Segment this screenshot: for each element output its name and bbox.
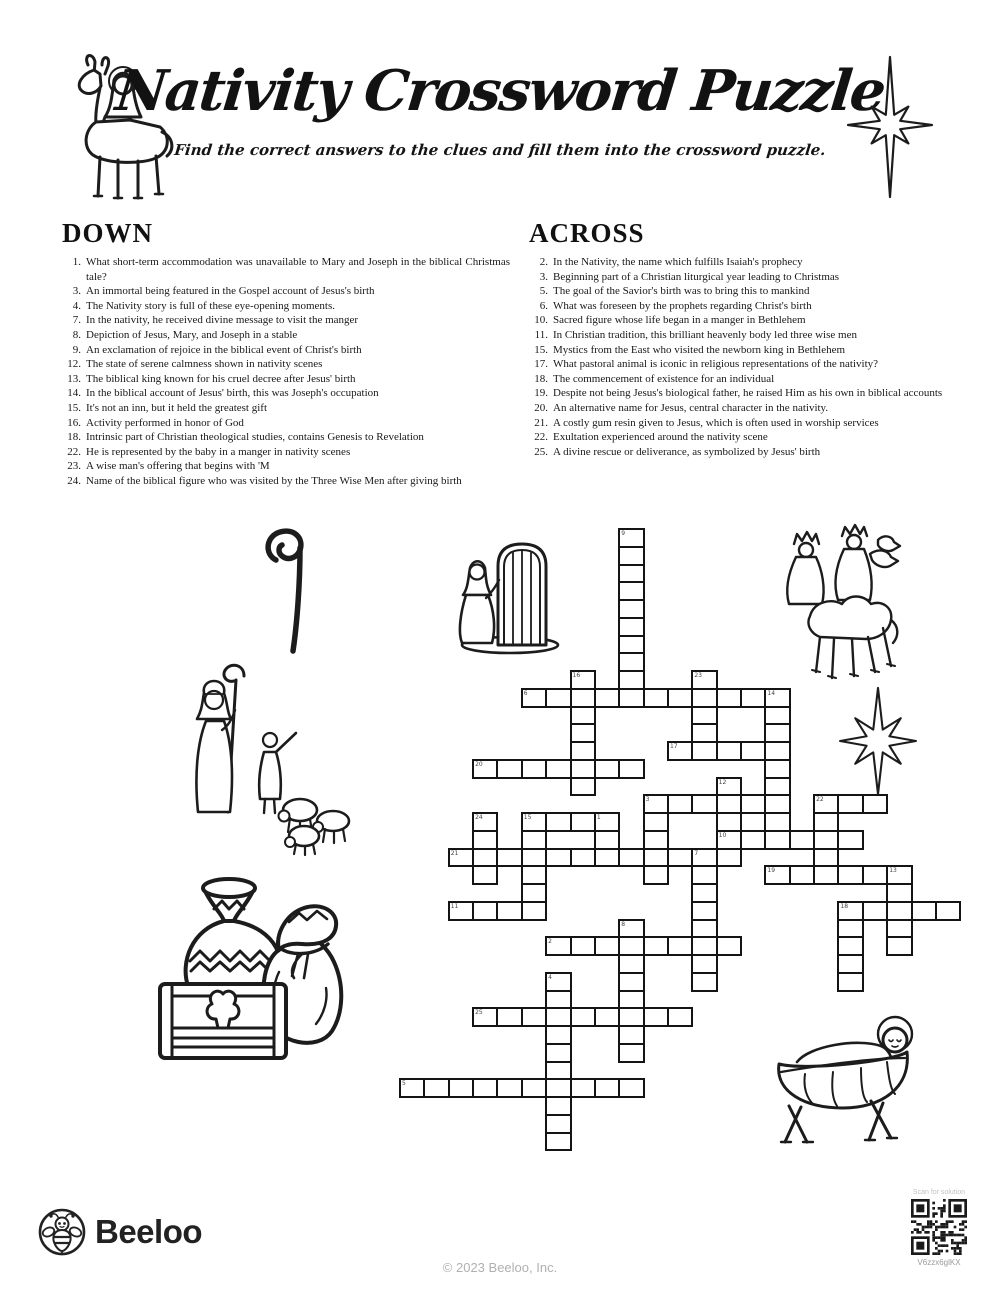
clue-item <box>529 401 987 416</box>
cell-number: 1 <box>596 814 601 821</box>
crossword-cell[interactable] <box>716 848 742 868</box>
crossword-cell[interactable] <box>594 688 620 708</box>
crossword-cell[interactable] <box>618 1043 644 1063</box>
clue-item <box>62 328 510 343</box>
clue-item <box>529 386 987 401</box>
crossword-cell[interactable] <box>837 865 863 885</box>
crossword-cell[interactable] <box>496 848 522 868</box>
cell-number: 14 <box>767 689 776 697</box>
crossword-cell[interactable] <box>570 936 596 956</box>
shepherd-with-sheep-illustration <box>178 660 363 858</box>
clue-text: In the Nativity, the name which fulfills Isaiah's prophecy <box>553 256 803 268</box>
crossword-cell[interactable] <box>521 759 547 779</box>
crossword-cell[interactable] <box>570 1007 596 1027</box>
clue-text: What pastoral animal is iconic in religious representations of the nativity? <box>553 358 879 371</box>
page-subtitle: Find the correct answers to the clues and fill them into the crossword puzzle. <box>173 141 827 159</box>
clue-text: In the nativity, he received divine message to visit the manger <box>86 314 359 327</box>
qr-caption: Scan for solution <box>912 1189 966 1196</box>
cell-number: 9 <box>621 530 626 537</box>
clue-number: 22. <box>67 445 81 458</box>
crossword-cell[interactable] <box>716 741 742 761</box>
clue-item <box>62 445 510 460</box>
clue-number: 1. <box>72 256 81 268</box>
clue-number: 15. <box>534 343 548 356</box>
clue-item <box>62 343 510 358</box>
clue-item <box>529 416 987 431</box>
crossword-cell[interactable] <box>618 759 644 779</box>
clue-text: A wise man's offering that begins with 'M <box>86 460 270 473</box>
clue-text: In the biblical account of Jesus' birth, this was Joseph's occupation <box>86 387 379 400</box>
clue-number: 24. <box>67 474 81 487</box>
cell-number: 15 <box>523 814 532 821</box>
crossword-cell[interactable] <box>570 848 596 868</box>
crossword-cell[interactable] <box>472 1078 498 1098</box>
crossword-cell[interactable] <box>716 936 742 956</box>
clue-item <box>529 445 987 460</box>
clue-item <box>529 430 987 445</box>
cell-number: 22 <box>816 796 824 804</box>
clue-text: Intrinsic part of Christian theological studies, contains Genesis to Revelation <box>86 431 424 444</box>
crossword-cell[interactable] <box>911 901 937 921</box>
crossword-cell[interactable] <box>545 812 571 832</box>
crossword-cell[interactable] <box>618 688 644 708</box>
cell-number: 16 <box>572 672 581 679</box>
clue-text: Mystics from the East who visited the newborn king in Bethlehem <box>553 343 846 356</box>
crossword-cell[interactable] <box>521 1078 547 1098</box>
crossword-cell[interactable] <box>667 1007 693 1027</box>
clue-number: 23. <box>67 460 81 473</box>
clue-item <box>529 255 987 270</box>
down-clue-list <box>62 255 510 489</box>
eight-pointed-star-illustration <box>836 686 920 796</box>
cell-number: 24 <box>475 814 483 821</box>
crossword-cell[interactable] <box>545 1132 571 1152</box>
crossword-cell[interactable] <box>618 848 644 868</box>
cell-number: 10 <box>718 831 727 839</box>
clue-number: 21. <box>534 416 548 429</box>
crossword-cell[interactable] <box>472 901 498 921</box>
clue-text: He is represented by the baby in a manger in nativity scenes <box>86 445 351 458</box>
crossword-cell[interactable] <box>740 794 766 814</box>
clue-item <box>62 284 510 299</box>
crossword-cell[interactable] <box>594 848 620 868</box>
crossword-cell[interactable] <box>716 688 742 708</box>
clue-number: 3. <box>539 270 548 283</box>
crossword-cell[interactable] <box>886 936 912 956</box>
crossword-cell[interactable] <box>691 741 717 761</box>
cell-number: 5 <box>402 1080 406 1088</box>
crossword-cell[interactable] <box>594 1007 620 1027</box>
clue-number: 18. <box>534 372 548 385</box>
crossword-cell[interactable] <box>594 1078 620 1098</box>
clue-item <box>62 401 510 416</box>
crossword-cell[interactable] <box>740 830 766 850</box>
clue-item <box>62 372 510 387</box>
clue-number: 6. <box>539 299 548 312</box>
beeloo-bee-icon <box>38 1208 86 1256</box>
across-heading: ACROSS <box>529 218 645 248</box>
clue-number: 7. <box>72 314 81 327</box>
crossword-cell[interactable] <box>472 865 498 885</box>
clue-item <box>62 430 510 445</box>
down-clues-section <box>62 218 510 489</box>
crossword-cell[interactable] <box>570 1078 596 1098</box>
cell-number: 21 <box>450 849 459 857</box>
clue-number: 12. <box>67 358 81 371</box>
shepherds-crook-illustration <box>260 524 312 656</box>
clue-text: Activity performed in honor of God <box>86 416 244 429</box>
crossword-cell[interactable] <box>837 830 863 850</box>
clue-item <box>529 343 987 358</box>
clue-number: 18. <box>67 431 81 444</box>
clue-number: 11. <box>534 328 548 341</box>
crossword-cell[interactable] <box>448 1078 474 1098</box>
clue-text: Exultation experienced around the nativity scene <box>553 431 768 444</box>
crossword-cell[interactable] <box>570 777 596 797</box>
clue-text: What was foreseen by the prophets regarding Christ's birth <box>553 299 812 312</box>
clue-text: The biblical king known for his cruel decree after Jesus' birth <box>86 372 356 385</box>
clue-number: 13. <box>67 372 81 385</box>
clue-item <box>529 357 987 372</box>
crossword-cell[interactable] <box>618 1078 644 1098</box>
clue-text: Despite not being Jesus's biological father, he raised Him as his own in biblical accounts <box>553 387 943 400</box>
crossword-cell[interactable] <box>667 848 693 868</box>
cell-number: 2 <box>548 938 552 946</box>
clue-item <box>62 386 510 401</box>
clue-item <box>62 313 510 328</box>
page-title: Nativity Crossword Puzzle <box>112 58 888 124</box>
crossword-cell[interactable] <box>521 901 547 921</box>
three-wise-men-on-camels-illustration <box>750 520 908 688</box>
clue-item <box>62 255 510 284</box>
down-heading: DOWN <box>62 218 153 248</box>
cell-number: 25 <box>475 1009 483 1017</box>
clue-item <box>62 474 510 489</box>
cell-number: 12 <box>718 778 727 786</box>
crossword-cell[interactable] <box>740 688 766 708</box>
brand-logo <box>38 1208 202 1256</box>
cell-number: 8 <box>621 920 626 928</box>
crossword-cell[interactable] <box>740 741 766 761</box>
clue-item <box>529 313 987 328</box>
clue-text: A costly gum resin given to Jesus, which is often used in worship services <box>553 416 879 429</box>
cell-number: 17 <box>669 743 678 750</box>
clue-text: The state of serene calmness shown in nativity scenes <box>86 358 323 371</box>
clue-item <box>529 328 987 343</box>
clue-text: The commencement of existence for an individual <box>553 372 775 385</box>
crossword-cell[interactable] <box>935 901 961 921</box>
cell-number: 11 <box>450 902 459 910</box>
crossword-cell[interactable] <box>496 759 522 779</box>
clue-number: 15. <box>67 401 81 414</box>
clue-number: 20. <box>534 401 548 414</box>
cell-number: 18 <box>840 902 849 910</box>
clue-item <box>62 299 510 314</box>
crossword-cell[interactable] <box>643 936 669 956</box>
clue-text: Name of the biblical figure who was visited by the Three Wise Men after giving birth <box>86 474 462 487</box>
clue-number: 14. <box>67 387 81 400</box>
clue-item <box>529 299 987 314</box>
clue-text: An immortal being featured in the Gospel account of Jesus's birth <box>86 285 375 298</box>
baby-jesus-in-manger-illustration <box>745 1000 943 1148</box>
across-clues-section <box>529 218 987 459</box>
cell-number: 23 <box>694 672 702 679</box>
clue-item <box>62 459 510 474</box>
mary-at-inn-door-illustration <box>458 536 560 656</box>
clue-number: 22. <box>534 431 548 444</box>
across-clue-list <box>529 255 987 459</box>
cell-number: 13 <box>889 867 897 875</box>
crossword-cell[interactable] <box>496 901 522 921</box>
crossword-cell[interactable] <box>691 794 717 814</box>
clue-number: 25. <box>534 445 548 458</box>
crossword-cell[interactable] <box>862 794 888 814</box>
clue-number: 9. <box>72 343 81 356</box>
brand-name: Beeloo <box>95 1213 203 1250</box>
cell-number: 19 <box>767 867 776 875</box>
clue-item <box>529 270 987 285</box>
crossword-cell[interactable] <box>789 865 815 885</box>
clue-text: The Nativity story is full of these eye-opening moments. <box>86 299 335 312</box>
crossword-cell[interactable] <box>764 830 790 850</box>
crossword-cell[interactable] <box>643 865 669 885</box>
cell-number: 6 <box>523 689 528 697</box>
crossword-cell[interactable] <box>667 688 693 708</box>
crossword-cell[interactable] <box>545 848 571 868</box>
crossword-cell[interactable] <box>837 794 863 814</box>
clue-text: Depiction of Jesus, Mary, and Joseph in a stable <box>86 328 298 341</box>
clue-text: It's not an inn, but it held the greatest gift <box>86 401 268 414</box>
clue-text: Sacred figure whose life began in a manger in Bethlehem <box>553 314 806 327</box>
clue-number: 3. <box>72 285 81 298</box>
clue-text: An alternative name for Jesus, central character in the nativity. <box>553 401 829 414</box>
clue-text: The goal of the Savior's birth was to bring this to mankind <box>553 285 810 298</box>
crossword-cell[interactable] <box>423 1078 449 1098</box>
crossword-cell[interactable] <box>643 1007 669 1027</box>
crossword-cell[interactable] <box>496 1007 522 1027</box>
clue-item <box>62 416 510 431</box>
clue-number: 5. <box>539 285 548 298</box>
clue-text: In Christian tradition, this brilliant heavenly body led three wise men <box>553 328 857 341</box>
crossword-cell[interactable] <box>521 1007 547 1027</box>
cell-number: 20 <box>475 760 483 768</box>
crossword-cell[interactable] <box>594 936 620 956</box>
crossword-cell[interactable] <box>570 812 596 832</box>
crossword-cell[interactable] <box>667 936 693 956</box>
crossword-cell[interactable] <box>862 901 888 921</box>
crossword-cell[interactable] <box>862 865 888 885</box>
crossword-cell[interactable] <box>837 972 863 992</box>
qr-code-text: V6zzx6glKX <box>917 1258 961 1267</box>
clue-item <box>529 372 987 387</box>
clue-number: 4. <box>72 299 81 312</box>
crossword-cell[interactable] <box>545 759 571 779</box>
gifts-chest-jar-and-sack-illustration <box>146 866 351 1071</box>
cell-number: 7 <box>694 849 699 857</box>
crossword-cell[interactable] <box>691 972 717 992</box>
qr-code <box>911 1199 967 1255</box>
clue-number: 16. <box>67 416 81 429</box>
clue-number: 17. <box>534 358 548 371</box>
star-of-bethlehem-illustration <box>845 55 935 200</box>
clue-text: A divine rescue or deliverance, as symbolized by Jesus' birth <box>553 445 821 458</box>
cell-number: 3 <box>645 796 650 804</box>
crossword-cell[interactable] <box>545 688 571 708</box>
crossword-cell[interactable] <box>789 830 815 850</box>
cell-number: 4 <box>548 973 552 981</box>
clue-text: An exclamation of rejoice in the biblical event of Christ's birth <box>86 343 362 356</box>
crossword-cell[interactable] <box>643 688 669 708</box>
crossword-cell[interactable] <box>496 1078 522 1098</box>
clue-text: Beginning part of a Christian liturgical year leading to Christmas <box>553 270 840 283</box>
clue-number: 19. <box>534 387 548 400</box>
clue-item <box>62 357 510 372</box>
crossword-cell[interactable] <box>813 865 839 885</box>
clue-number: 10. <box>534 314 548 327</box>
crossword-cell[interactable] <box>594 759 620 779</box>
clue-number: 2. <box>539 256 548 268</box>
qr-block <box>908 1189 970 1267</box>
copyright-text: © 2023 Beeloo, Inc. <box>442 1260 558 1275</box>
clue-text: What short-term accommodation was unavailable to Mary and Joseph in the biblical Christmas tale? <box>86 256 510 283</box>
crossword-cell[interactable] <box>667 794 693 814</box>
clue-item <box>529 284 987 299</box>
clue-number: 8. <box>72 328 81 341</box>
